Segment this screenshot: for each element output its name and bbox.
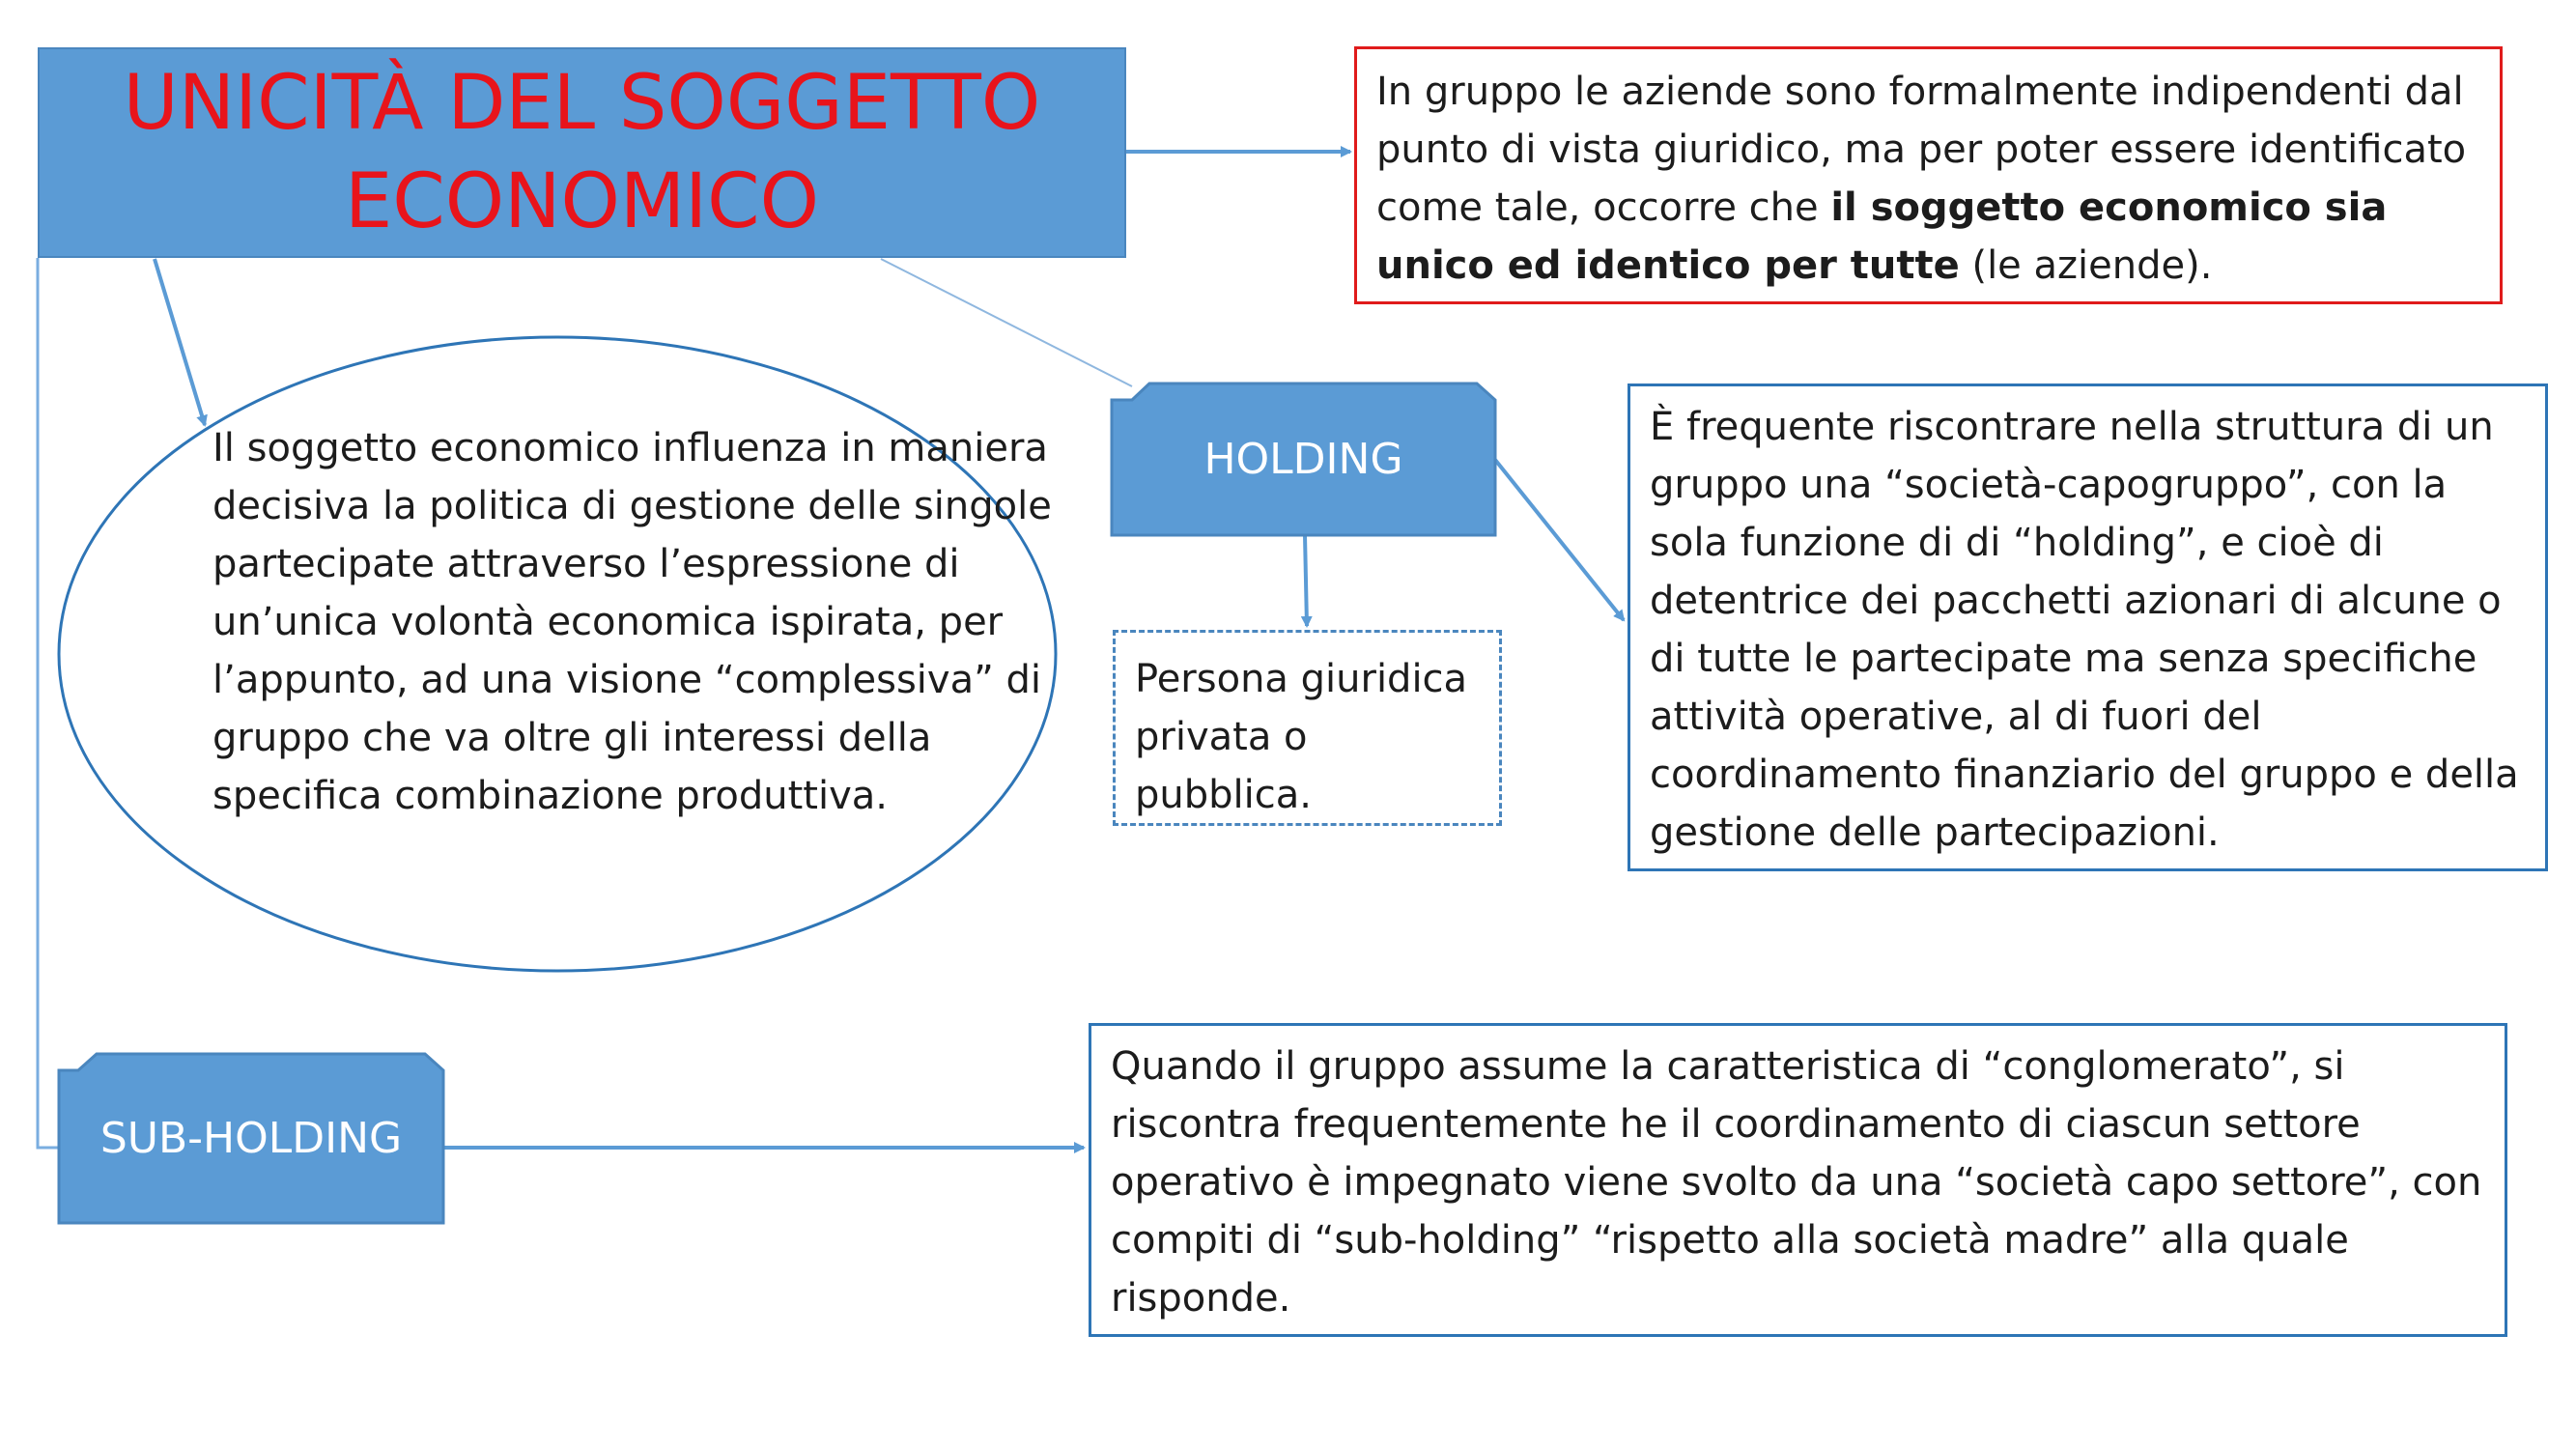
page-title [124,54,1041,251]
top-note-text-before: In gruppo le aziende sono formalmente indipendenti dal punto di vista giuridico, ma per poter essere identificato come tale, occorre che [1376,70,2467,230]
holding-label: HOLDING [1203,435,1403,484]
persona-box: Persona giuridica privata o pubblica. [1113,630,1502,826]
title-line-2: ECONOMICO [344,158,820,245]
top-note-text-after: (le aziende). [1959,243,2213,288]
ellipse-text: Il soggetto economico influenza in maniera decisiva la politica di gestione delle singole partecipate attraverso l’espressione di un’unica volontà economica ispirata, per l’appunto, ad una visione “complessiva” di gruppo che va oltre gli interessi della specifica combinazione produttiva. [212,426,1052,818]
subholding-label: SUB-HOLDING [99,1114,403,1163]
arrow-title-to-ellipse [155,259,205,425]
bracket-line-left [38,258,58,1148]
title-line-1: UNICITÀ DEL SOGGETTO [123,60,1041,147]
holding-description: È frequente riscontrare nella struttura di un gruppo una “società-capogruppo”, con la sola funzione di di “holding”, e cioè di detentrice dei pacchetti azionari di alcune o di tutte le partecipate ma senza specifiche attività operative, al di fuori del coordinamento finanziario del gruppo e della gestione delle partecipazioni. [1628,384,2548,871]
subholding-description: Quando il gruppo assume la caratteristica di “conglomerato”, si riscontra frequentemente he il coordinamento di ciascun settore operativo è impegnato viene svolto da una “società capo settore”, con compiti di “sub-holding” “rispetto alla società madre” alla quale risponde. [1089,1023,2507,1337]
title-box [38,47,1126,258]
top-note-text-bold: il soggetto economico sia unico ed identico per tutte [1376,185,2388,288]
arrow-holding-to-persona [1305,535,1307,626]
arrow-holding-to-description [1495,460,1624,620]
line-title-to-holding [881,259,1132,386]
top-note [1354,46,2503,304]
